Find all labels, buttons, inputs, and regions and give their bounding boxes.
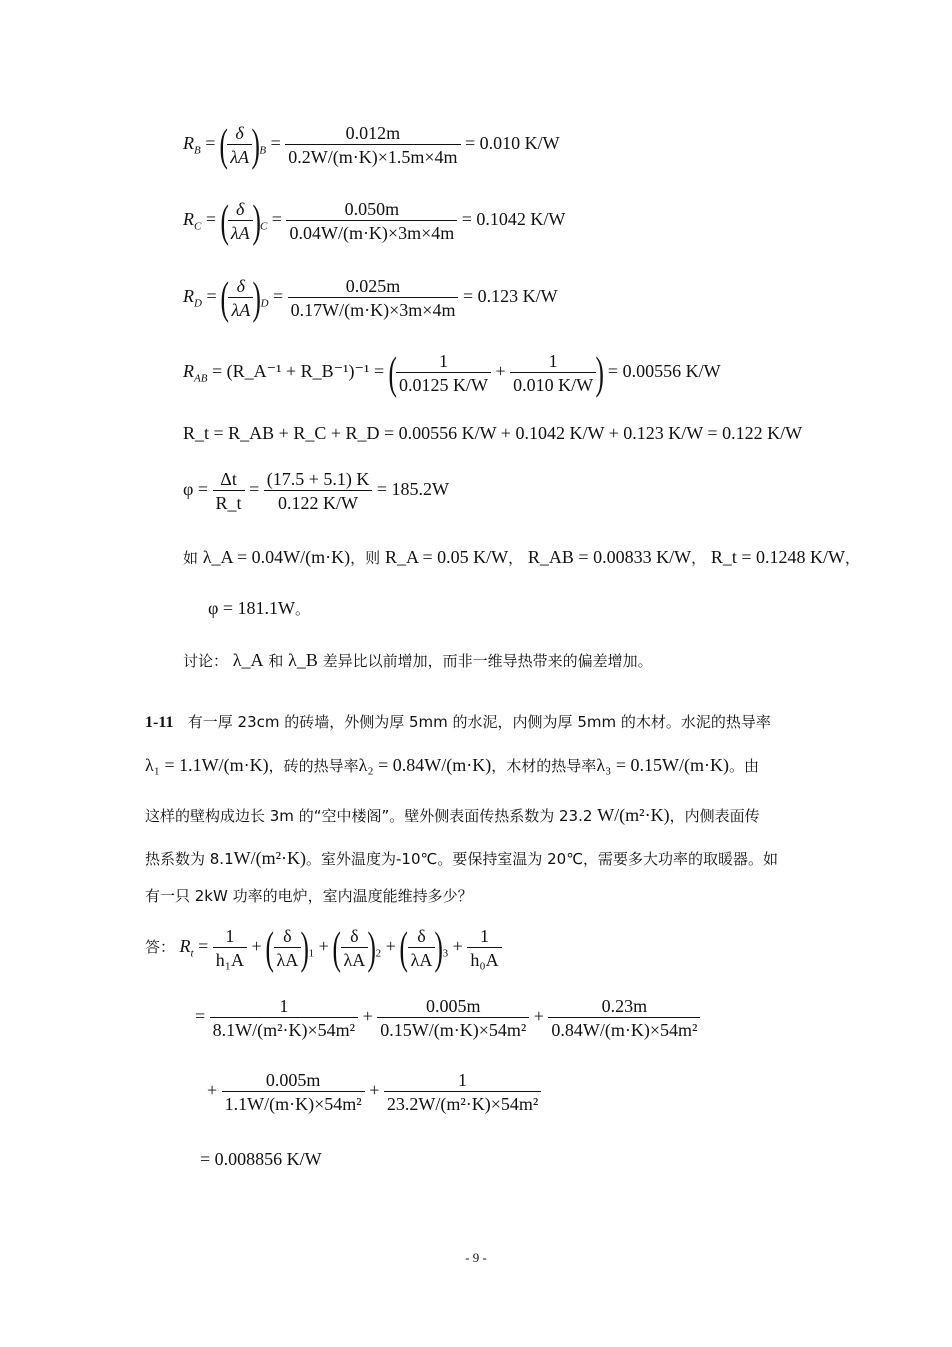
problem-line-2: λ₁ = 1.1W/(m·K)，砖的热导率λ₂ = 0.84W/(m·K)，木材的热导率λ₃ = 0.15W/(m·K)。由 <box>145 755 759 775</box>
problem-line-3: 这样的壁构成边长 3m 的“空中楼阁”。壁外侧表面传热系数为 23.2 W/(m²·K)，内侧表面传 <box>145 805 760 825</box>
lhs-subscript: B <box>194 144 201 157</box>
problem-number: 1-11 <box>145 714 174 731</box>
rd-fraction: $\frac{0.025m}{0.17W/(m\cdot K)\times 3m\times 4m}$ <box>288 277 459 319</box>
rc-fraction: $\frac{0.050m}{0.04W/(m\cdot K)\times 3m\times 4m}$ <box>286 200 457 242</box>
answer-final: = 0.008856 K/W <box>200 1149 322 1169</box>
problem-line-5: 有一只 2kW 功率的电炉，室内温度能维持多少？ <box>145 887 473 905</box>
rc-result: = 0.1042 K/W <box>461 209 566 230</box>
discussion: 讨论： λ_A 和 λ_B 差异比以前增加，而非一维导热带来的偏差增加。 <box>183 650 653 670</box>
lhs-symbol: R <box>183 133 194 154</box>
rd-result: = 0.123 K/W <box>462 286 558 307</box>
rab-middle: = (R_A⁻¹ + R_B⁻¹)⁻¹ = <box>211 361 385 382</box>
rab-result: = 0.00556 K/W <box>607 361 721 382</box>
problem-line-4: 热系数为 8.1W/(m²·K)。室外温度为-10℃。要保持室温为 20℃，需要多大功率的取暖器。如 <box>145 848 779 868</box>
answer-substitution-2: + $\frac{0.005m}{\text{1.1W/(m·K)×54m²}}$ + $\frac{1}{\text{23.2W/(m²·K)×54m²}}$ <box>207 1071 541 1113</box>
page-number: - 9 - <box>465 1250 487 1265</box>
equation-rc: $R_C$ = ( $\frac{\delta}{\lambda A}$ )$_C$ = $\frac{0.050m}{0.04W/(m\cdot K)\times 3m\times 4m}$ = 0.1042 K/W <box>183 195 566 246</box>
answer-formula: 答： $R_t$ = $\frac{1}{\text{h₁A}}$ + ( $\frac{\delta}{\lambda A}$ )$_1$ + ( $\frac{\delta}{\lambda A}$ )$_2$ + ( $\frac{\delta}{\lambda A}$ )$_3$ + $\frac{1}{\text{h₀A}}$ <box>145 925 502 971</box>
rb-fraction: $\frac{0.012m}{0.2W/(m\cdot K)\times 1.5m\times 4m}$ <box>285 124 460 166</box>
if-line-phi: φ = 181.1W。 <box>208 598 311 618</box>
equation-rt: R_t = R_AB + R_C + R_D = 0.00556 K/W + 0.1042 K/W + 0.123 K/W = 0.122 K/W <box>183 423 803 443</box>
equation-phi: φ = $\frac{\Delta t}{R\_t}$ = $\frac{(17.5 + 5.1) K}{0.122 K/W}$ = 185.2W <box>183 469 449 513</box>
phi-result: = 185.2W <box>376 479 449 500</box>
answer-substitution-1: = $\frac{1}{\text{8.1W/(m²·K)×54m²}}$ + $\frac{0.005m}{\text{0.15W/(m·K)×54m²}}$ + $\frac{0.23m}{\text{0.84W/(m·K)×54m²}}$ <box>195 997 700 1039</box>
equation-rab: $R_{AB}$ = (R_A⁻¹ + R_B⁻¹)⁻¹ = ( $\frac{1}{0.0125 K/W}$ + $\frac{1}{0.010 K/W}$ ) = 0.00556 K/W <box>183 347 721 398</box>
equation-rb: $R_B$ = ( $\frac{\delta}{\lambda A}$ )$_B$ = $\frac{0.012m}{0.2W/(m\cdot K)\times 1.5m\times 4m}$ = 0.010 K/W <box>183 119 560 170</box>
problem-line-1: 1-11 有一厚 23cm 的砖墙，外侧为厚 5mm 的水泥，内侧为厚 5mm 的木材。水泥的热导率 <box>145 713 771 731</box>
if-line: 如 λ_A = 0.04W/(m·K)，则 R_A = 0.05 K/W， R_AB = 0.00833 K/W， R_t = 0.1248 K/W， <box>183 547 861 567</box>
equation-rd: $R_D$ = ( $\frac{\delta}{\lambda A}$ )$_D$ = $\frac{0.025m}{0.17W/(m\cdot K)\times 3m\times 4m}$ = 0.123 K/W <box>183 272 558 323</box>
rb-result: = 0.010 K/W <box>465 133 560 154</box>
